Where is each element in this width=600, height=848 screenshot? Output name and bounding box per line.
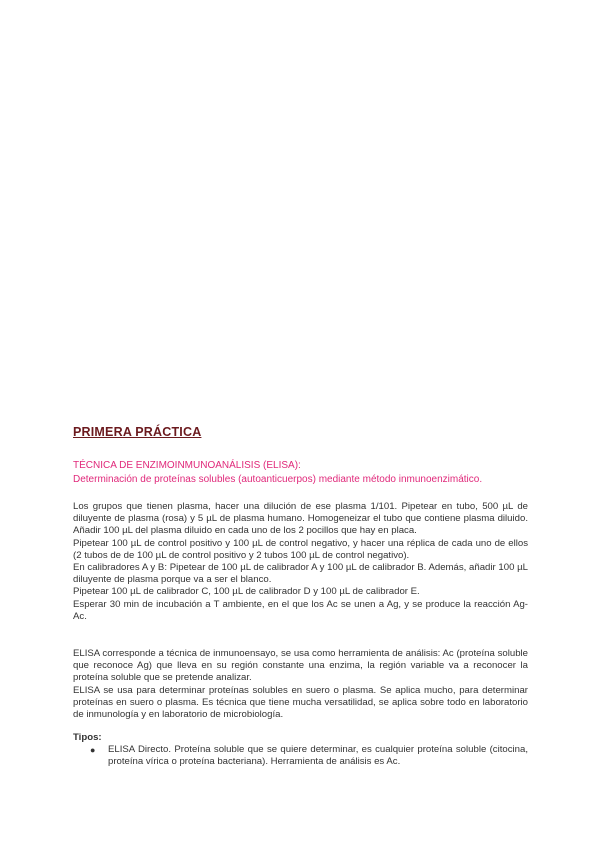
list-item-text: ELISA Directo. Proteína soluble que se quiere determinar, es cualquier proteína soluble (citocina, proteína vírica o proteína bacteriana). Herramienta de análisis es Ac. <box>108 744 528 768</box>
bullet-icon: ● <box>90 745 96 755</box>
technique-description: Determinación de proteínas solubles (autoanticuerpos) mediante método inmunoenzimático. <box>73 474 483 485</box>
procedure-block <box>73 501 528 623</box>
list-item <box>90 744 528 768</box>
explanation-paragraph: ELISA se usa para determinar proteínas solubles en suero o plasma. Se aplica mucho, para determinar proteínas en suero o plasma. Es técnica que tiene mucha versatilidad, se aplica sobre todo en laboratorio de inmunología y en laboratorio de microbiología. <box>73 684 528 721</box>
procedure-paragraph: Esperar 30 min de incubación a T ambiente, en el que los Ac se unen a Ag, y se produce la reacción Ag-Ac. <box>73 598 528 622</box>
procedure-paragraph: En calibradores A y B: Pipetear de 100 µL de calibrador A y 100 µL de calibrador B. Además, añadir 100 µL diluyente de plasma porque va a ser el blanco. <box>73 562 528 586</box>
procedure-paragraph: Pipetear 100 µL de calibrador C, 100 µL de calibrador D y 100 µL de calibrador E. <box>73 586 420 598</box>
procedure-paragraph: Los grupos que tienen plasma, hacer una dilución de ese plasma 1/101. Pipetear en tubo, 500 µL de diluyente de plasma (rosa) y 5 µL de plasma humano. Homogeneizar el tubo que contiene plasma diluido. Añadir 100 µL del plasma diluido en cada uno de los 2 pocillos que hay en placa. <box>73 501 528 537</box>
section-heading: PRIMERA PRÁCTICA <box>73 425 202 439</box>
explanation-paragraph: ELISA corresponde a técnica de inmunoensayo, se usa como herramienta de análisis: Ac (proteína soluble que reconoce Ag) que lleva en su región constante una enzima, la región variable va a reconocer la proteína soluble que se pretende analizar. <box>73 648 528 684</box>
technique-title: TÉCNICA DE ENZIMOINMUNOANÁLISIS (ELISA): <box>73 460 301 471</box>
explanation-block <box>73 648 528 721</box>
types-label: Tipos: <box>73 732 102 743</box>
procedure-paragraph: Pipetear 100 µL de control positivo y 100 µL de control negativo, y hacer una réplica de cada uno de ellos (2 tubos de de 100 µL de control positivo y 2 tubos 100 µL de control negativo). <box>73 537 528 561</box>
